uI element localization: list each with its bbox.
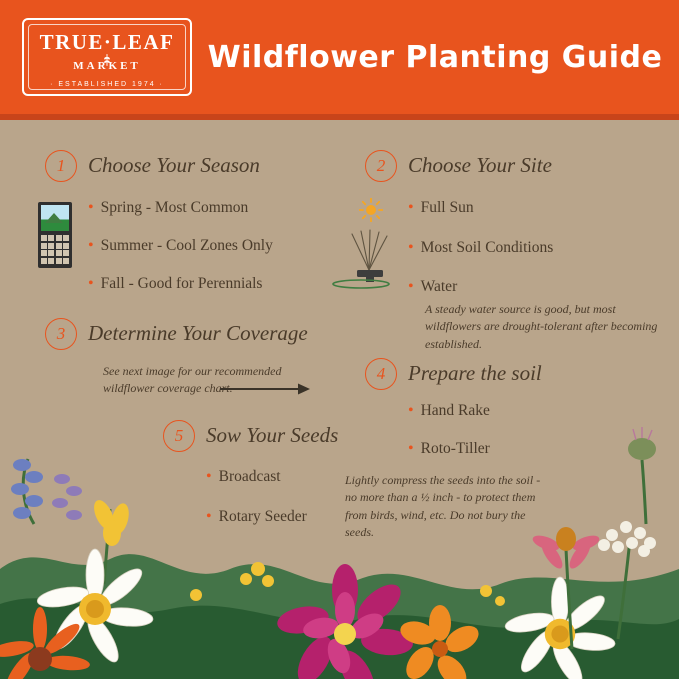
step-1-number: 1: [45, 150, 77, 182]
logo-brand-name-top: TRUE·LEAF: [39, 30, 175, 54]
logo-brand-name-bottom: MARKET: [73, 60, 141, 72]
sun-icon: [359, 198, 383, 222]
step-2-title: Choose Your Site: [408, 153, 552, 177]
step-5-bullet-2: • Rotary Seeder: [206, 508, 307, 526]
sprinkler-icon: [330, 228, 408, 290]
step-2-bullet-3: • Water: [408, 278, 457, 296]
page-title: Wildflower Planting Guide: [207, 39, 663, 75]
step-1-bullet-2: • Summer - Cool Zones Only: [88, 237, 273, 255]
step-1-bullet-1: • Spring - Most Common: [88, 199, 248, 217]
brand-logo: [22, 18, 192, 96]
step-5-note: Lightly compress the seeds into the soil - no more than a ½ inch - to protect them from birds, wind, etc. Do not bury the seeds.: [345, 473, 541, 540]
step-2-bullet-2: • Most Soil Conditions: [408, 239, 553, 257]
step-2-bullet-1: • Full Sun: [408, 199, 474, 217]
step-5-bullet-1: • Broadcast: [206, 468, 281, 486]
step-4-bullet-1: • Hand Rake: [408, 402, 490, 420]
step-4-number: 4: [365, 358, 397, 390]
step-5-title: Sow Your Seeds: [206, 423, 339, 447]
calendar-landscape-icon: [38, 202, 72, 268]
right-arrow-icon: [218, 382, 312, 396]
step-2-number: 2: [365, 150, 397, 182]
calendar-grid: [41, 235, 69, 264]
step-1-bullet-3: • Fall - Good for Perennials: [88, 275, 262, 293]
step-5-number: 5: [163, 420, 195, 452]
logo-established-text: · ESTABLISHED 1974 ·: [50, 81, 164, 88]
step-4-title: Prepare the soil: [408, 361, 542, 385]
calendar-photo-area: [41, 205, 69, 231]
header-bar: [0, 0, 679, 114]
step-2-note: A steady water source is good, but most wildflowers are drought-tolerant after becoming established.: [425, 302, 658, 351]
step-4-bullet-2: • Roto-Tiller: [408, 440, 490, 458]
step-3-title: Determine Your Coverage: [88, 321, 308, 345]
step-3-number: 3: [45, 318, 77, 350]
step-3-note: See next image for our recommended wildflower coverage chart.: [103, 364, 282, 396]
step-1-title: Choose Your Season: [88, 153, 260, 177]
guide-content: [0, 120, 679, 679]
